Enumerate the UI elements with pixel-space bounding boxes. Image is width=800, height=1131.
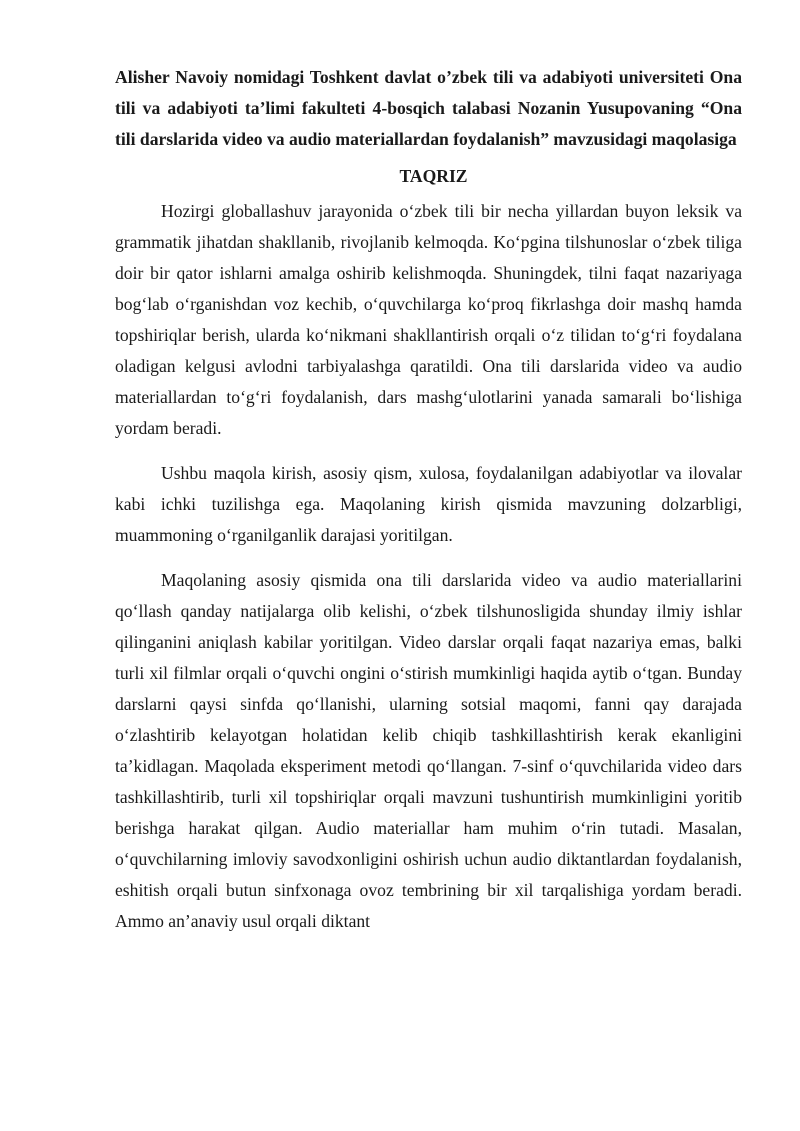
document-page xyxy=(115,62,742,937)
body-paragraph-1: Hozirgi globallashuv jarayonida o‘zbek tili bir necha yillardan buyon leksik va grammatik jihatdan shakllanib, rivojlanib kelmoqda. Ko‘pgina tilshunoslar o‘zbek tiliga doir bir qator ishlarni amalga oshirib kelishmoqda. Shuningdek, tilni faqat nazariyaga bog‘lab o‘rganishdan voz kechib, o‘quvchilarga ko‘proq fikrlashga doir mashq hamda topshiriqlar berish, ularda ko‘nikmani shakllantirish orqali o‘z tilidan to‘g‘ri foydalana oladigan kelgusi avlodni tarbiyalashga qaratildi. Ona tili darslarida video va audio materiallardan to‘g‘ri foydalanish, dars mashg‘ulotlarini yanada samarali bo‘lishiga yordam beradi. xyxy=(115,201,742,438)
body-paragraph-2: Ushbu maqola kirish, asosiy qism, xulosa, foydalanilgan adabiyotlar va ilovalar kabi ichki tuzilishga ega. Maqolaning kirish qismida mavzuning dolzarbligi, muammoning o‘rganilganlik darajasi yoritilgan. xyxy=(115,463,742,545)
body-paragraph-3: Maqolaning asosiy qismida ona tili darslarida video va audio materiallarini qo‘llash qanday natijalarga olib kelishi, o‘zbek tilshunosligida shunday ilmiy ishlar qilinganini aniqlash kabilar yoritilgan. Video darslar orqali faqat nazariya emas, balki turli xil filmlar orqali o‘quvchi ongini o‘stirish mumkinligi haqida aytib o‘tgan. Bunday darslarni qaysi sinfda qo‘llanishi, ularning sotsial maqomi, fanni qay darajada o‘zlashtirib kelayotgan holatidan kelib chiqib tashkillashtirish kerak ekanligini ta’kidlagan. Maqolada eksperiment metodi qo‘llangan. 7-sinf o‘quvchilarida video dars tashkillashtirib, turli xil topshiriqlar orqali mavzuni tushuntirish mumkinligini yoritib berishga harakat qilgan. Audio materiallar ham muhim o‘rin tutadi. Masalan, o‘quvchilarning imloviy savodxonligini oshirish uchun audio diktantlardan foydalanish, eshitish orqali butun sinfxonaga ovoz tembrining bir xil tarqalishiga yordam beradi. Ammo an’anaviy usul orqali diktant xyxy=(115,570,742,931)
document-heading: Alisher Navoiy nomidagi Toshkent davlat o’zbek tili va adabiyoti universiteti Ona tili va adabiyoti ta’limi fakulteti 4-bosqich talabasi Nozanin Yusupovaning “Ona tili darslarida video va audio materiallardan foydalanish” mavzusidagi maqolasiga xyxy=(115,67,742,149)
document-title: TAQRIZ xyxy=(399,166,468,186)
